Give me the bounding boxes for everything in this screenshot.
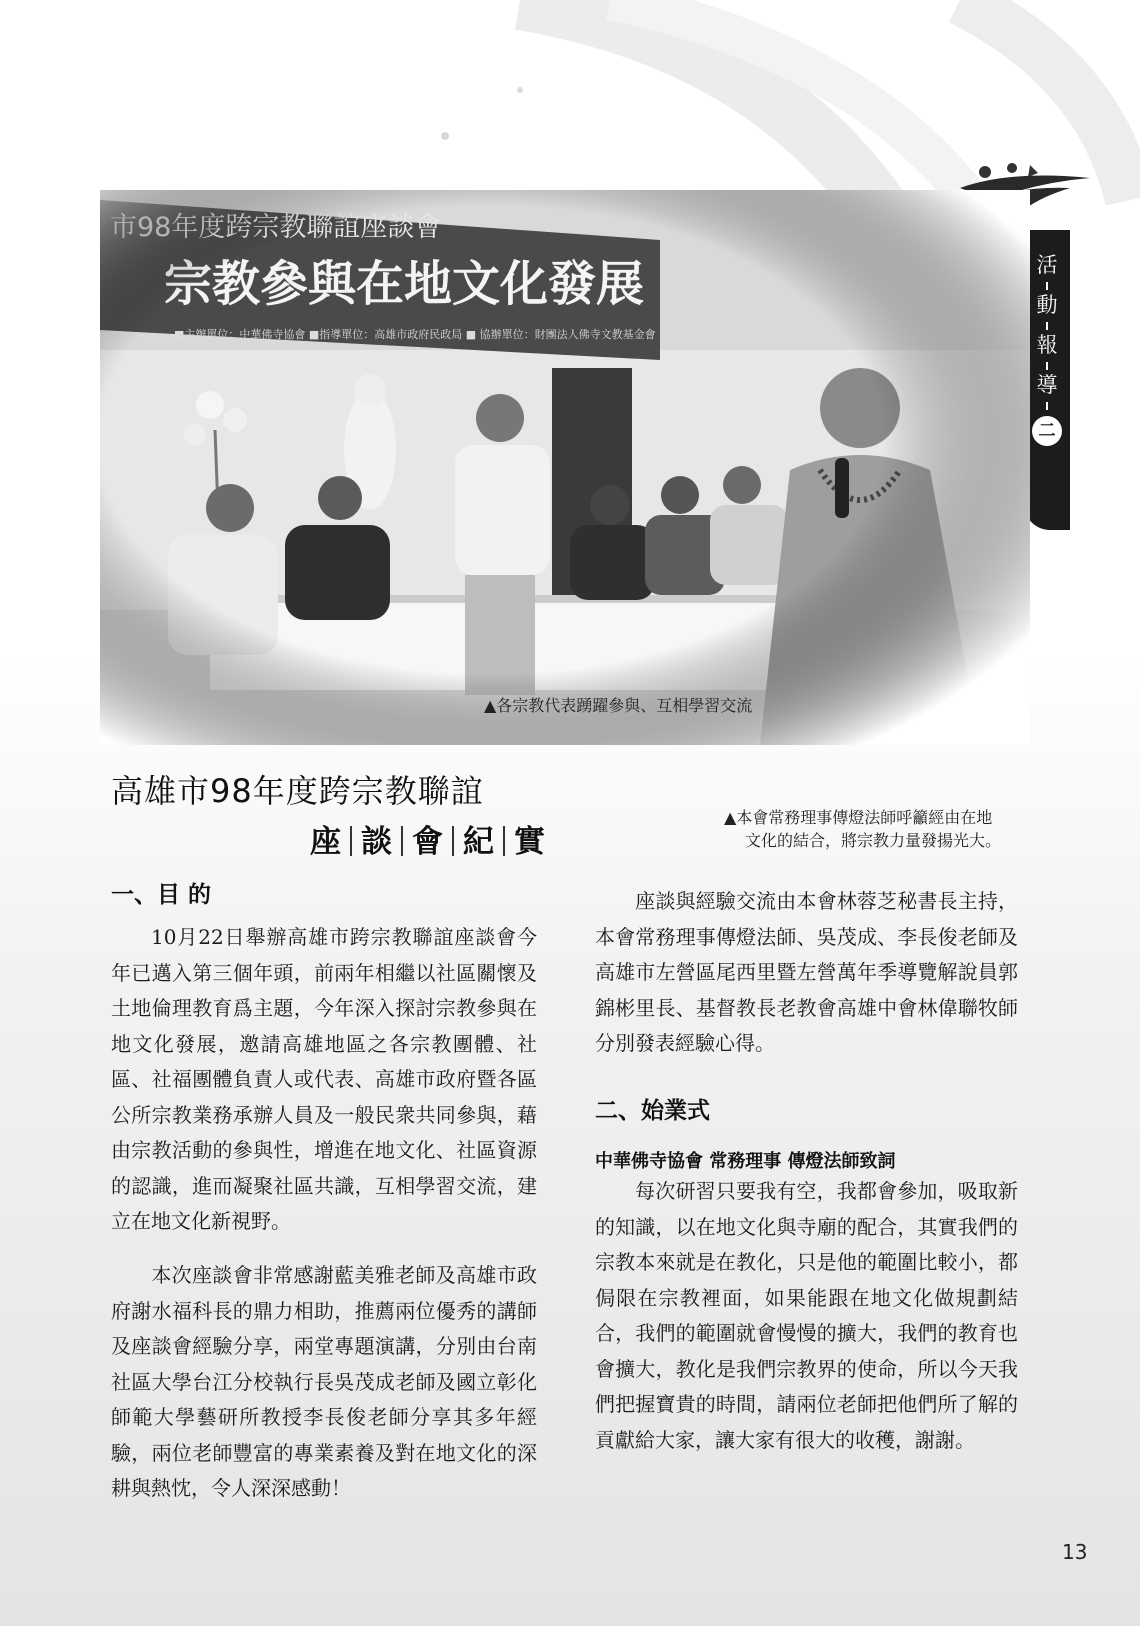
article-title: 高雄市98年度跨宗教聯誼 <box>111 772 484 810</box>
subtitle-char: 紀 <box>463 824 494 860</box>
paragraph-text: 10月22日舉辦高雄市跨宗教聯誼座談會今年已邁入第三個年頭，前兩年相繼以社區關懷及土地倫理教育爲主題，今年深入探討宗教參與在地文化發展，邀請高雄地區之各宗教團體、社區、社福團體負責人或代表、高雄市政府暨各區公所宗教業務承辦人員及一般民衆共同參與，藉由宗教活動的參與性，增進在地文化、社區資源的認識，進而凝聚社區共識，互相學習交流，建立在地文化新視野。 <box>111 925 537 1233</box>
event-photo <box>100 190 1030 745</box>
photo-caption-monk <box>724 806 1001 852</box>
subtitle-char: 座 <box>310 824 341 860</box>
side-tab-char: 動 <box>1036 293 1058 317</box>
photo-caption-monk-line2: 文化的結合，將宗教力量發揚光大。 <box>745 831 1002 850</box>
subtitle-char: 實 <box>514 824 545 860</box>
subtitle-char: 會 <box>412 824 443 860</box>
paragraph-text: 每次研習只要我有空，我都會參加，吸取新的知識，以在地文化與寺廟的配合，其實我們的宗教本來就是在教化，只是他的範圍比較小，都侷限在宗教裡面，如果能跟在地文化做規劃結合，我們的範圍就會慢慢的擴大，我們的教育也會擴大，教化是我們宗教界的使命，所以今天我們把握寶貴的時間，請兩位老師把他們所了解的貢獻給大家，讓大家有很大的收穫，謝謝。 <box>595 1179 1018 1452</box>
section2-paragraph1 <box>595 1174 1018 1458</box>
paragraph-text: 本次座談會非常感謝藍美雅老師及高雄市政府謝水福科長的鼎力相助，推薦兩位優秀的講師及座談會經驗分享，兩堂專題演講，分別由台南社區大學台江分校執行長吳茂成老師及國立彰化師範大學藝研所教授李長俊老師分享其多年經驗，兩位老師豐富的專業素養及對在地文化的深耕與熱忱，令人深深感動！ <box>111 1263 537 1500</box>
section2-heading: 二、始業式 <box>595 1098 710 1124</box>
section1-paragraph1 <box>111 920 537 1240</box>
paragraph-text: 座談與經驗交流由本會林蓉芝秘書長主持，本會常務理事傳燈法師、吳茂成、李長俊老師及高雄市左營區尾西里暨左營萬年季導覽解說員郭錦彬里長、基督教長老教會高雄中會林偉聯牧師分別發表經驗心得。 <box>595 889 1018 1055</box>
section-side-tab <box>1024 230 1070 530</box>
side-tab-char: 導 <box>1036 373 1058 397</box>
section1-paragraph3 <box>595 884 1018 1062</box>
photo-caption-monk-line1: ▲本會常務理事傳燈法師呼籲經由在地 <box>724 808 993 827</box>
section1-paragraph2 <box>111 1258 537 1507</box>
subtitle-char: 談 <box>361 824 392 860</box>
section2-subheading: 中華佛寺協會 常務理事 傳燈法師致詞 <box>595 1151 896 1172</box>
side-tab-char: 活 <box>1036 253 1058 277</box>
side-tab-number-badge: 二 <box>1032 416 1062 446</box>
article-subtitle <box>310 816 545 861</box>
section1-heading: 一、目 的 <box>111 882 212 908</box>
page-number: 13 <box>1062 1540 1088 1564</box>
side-tab-char: 報 <box>1036 333 1058 357</box>
photo-caption-main: ▲各宗教代表踴躍參與、互相學習交流 <box>484 696 753 715</box>
